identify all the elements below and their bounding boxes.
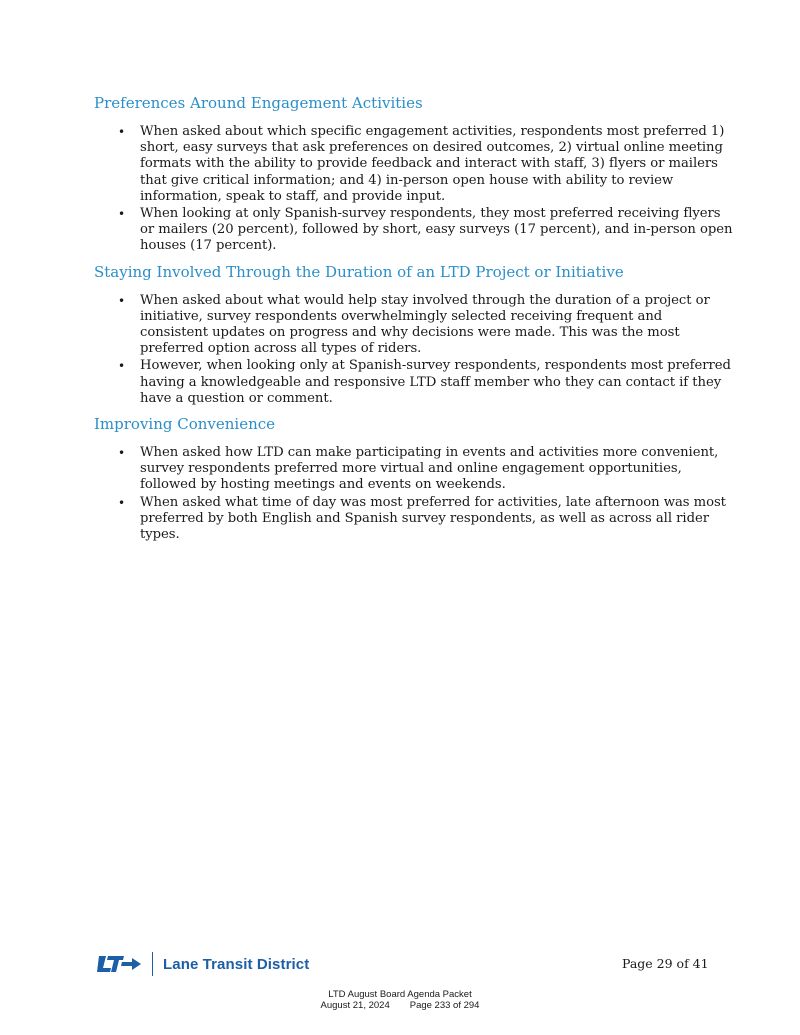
bullet-icon: • (118, 293, 126, 308)
list-item: • When asked about which specific engagement activities, respondents most preferred 1) short, easy surveys that ask preferences on desired outcomes, 2) virtual online meeting formats with the ability to provide feedback and interact with staff, 3) flyers or mailers that give critical information; and 4) in-person open house with ability to review information, speak to staff, and provide input. (118, 124, 725, 204)
list-item: • When asked what time of day was most preferred for activities, late afternoon was most preferred by both English and Spanish survey respondents, as well as across all rider types. (118, 494, 726, 543)
section-heading-convenience: Improving Convenience (94, 415, 276, 434)
packet-title: LTD August Board Agenda Packet (328, 989, 472, 1000)
packet-meta (0, 1000, 800, 1011)
packet-date: August 21, 2024 (320, 1000, 390, 1011)
bullet-icon: • (118, 125, 126, 139)
bullet-list-convenience (94, 445, 734, 543)
list-item: • However, when looking only at Spanish-survey respondents, respondents most preferred having a knowledgeable and responsive LTD staff member who they can contact if they have a question or comment. (118, 358, 731, 406)
list-item: • When asked about what would help stay involved through the duration of a project or initiative, survey respondents overwhelmingly selected receiving frequent and consistent updates on progress and why decisions were made. This was the most preferred option across all types of riders. (118, 292, 710, 357)
bullet-icon: • (118, 359, 126, 374)
bullet-list-engagement (94, 124, 734, 255)
page-content (94, 92, 734, 549)
list-item: • When asked how LTD can make participating in events and activities more convenient, survey respondents preferred more virtual and online engagement opportunities, followed by hosting meetings and events on weekends. (118, 445, 719, 493)
bullet-icon: • (118, 446, 126, 461)
footer-logo (96, 952, 309, 976)
bullet-icon: • (118, 495, 126, 510)
packet-footer (0, 989, 800, 1011)
packet-page: Page 233 of 294 (409, 1000, 480, 1011)
bullet-icon: • (118, 207, 126, 222)
list-item: • When looking at only Spanish-survey respondents, they most preferred receiving flyers or mailers (20 percent), followed by short, easy surveys (17 percent), and in-person open houses (17 percent). (118, 206, 733, 254)
logo-divider (152, 952, 153, 976)
bullet-list-staying-involved (94, 293, 734, 407)
page-number: Page 29 of 41 (622, 956, 709, 971)
section-heading-staying-involved: Staying Involved Through the Duration of an LTD Project or Initiative (94, 262, 624, 281)
section-heading-engagement: Preferences Around Engagement Activities (94, 94, 423, 112)
org-name: Lane Transit District (163, 955, 310, 973)
ltd-logo-icon (96, 955, 142, 973)
